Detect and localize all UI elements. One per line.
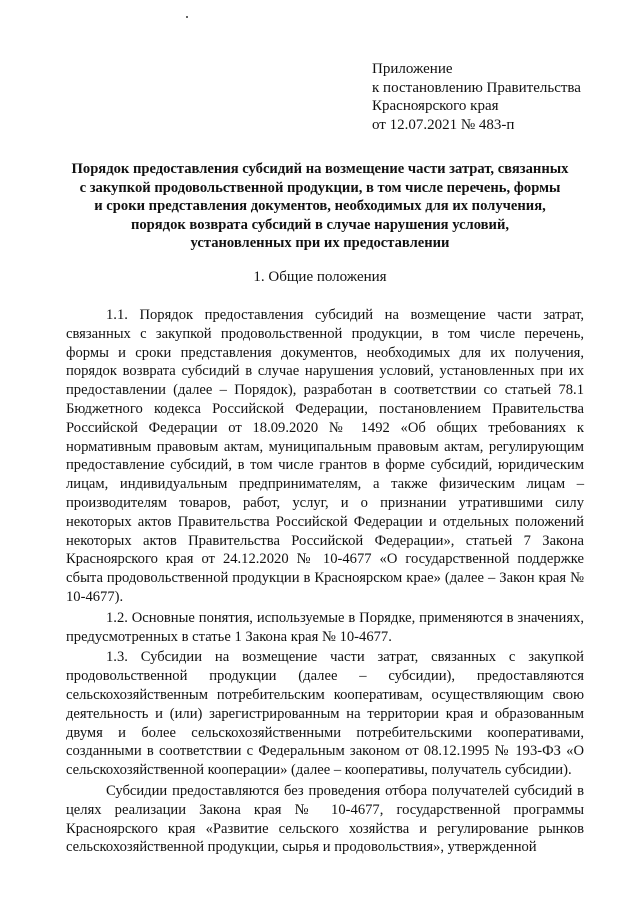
title-line-3: и сроки представления документов, необходимых для их получения, [94, 198, 546, 215]
title-line-4: порядок возврата субсидий в случае нарушения условий, [130, 216, 510, 233]
appendix-line-3: Красноярского края [372, 98, 499, 114]
scan-speck [186, 16, 188, 18]
paragraph-1-3: 1.3. Субсидии на возмещение части затрат, связанных с закупкой продовольственной продукции (далее – субсидии), предоставляются сельскохозяйственным потребительским кооперативам, осуществляющим свою деятельность и (или) зарегистрированным на территории края и образованным двумя и более сельскохозяйственными потребительскими кооперативами, созданными в соответствии с Федеральным законом от 08.12.1995 № 193-ФЗ «О сельскохозяйственной кооперации» (далее – кооперативы, получатель субсидии). [66, 649, 584, 779]
appendix-line-2: к постановлению Правительства [372, 79, 581, 96]
paragraph-1-2: 1.2. Основные понятия, используемые в Порядке, применяются в значениях, предусмотренных в статье 1 Закона края № 10-4677. [66, 609, 584, 645]
section-heading: 1. Общие положения [253, 269, 387, 285]
paragraph-subsidies: Субсидии предоставляются без проведения отбора получателей субсидий в целях реализации Закона края № 10-4677, государственной программы Красноярского края «Развитие сельского хозяйства и регулирование рынков сельскохозяйственной продукции, сырья и продовольствия», утвержденной [66, 782, 584, 856]
document-title [40, 160, 600, 253]
appendix-line-4: от 12.07.2021 № 483-п [372, 116, 515, 133]
title-line-2: с закупкой продовольственной продукции, в том числе перечень, формы [79, 179, 561, 196]
appendix-header [372, 60, 581, 134]
title-line-1: Порядок предоставления субсидий на возмещение части затрат, связанных [71, 161, 569, 177]
body-text [66, 306, 584, 857]
appendix-line-1: Приложение [372, 61, 453, 77]
title-line-5: установленных при их предоставлении [190, 235, 450, 252]
paragraph-1-1: 1.1. Порядок предоставления субсидий на возмещение части затрат, связанных с закупкой продовольственной продукции, в том числе перечень, формы и сроки представления документов, необходимых для их получения, порядок возврата субсидий в случае нарушения условий, установленных при их предоставлении (далее – Порядок), разработан в соответствии со статьей 78.1 Бюджетного кодекса Российской Федерации, постановлением Правительства Российской Федерации от 18.09.2020 № 1492 «Об общих требованиях к нормативным правовым актам, муниципальным правовым актам, регулирующим предоставление субсидий, в том числе грантов в форме субсидий, юридическим лицам, индивидуальным предпринимателям, а также физическим лицам – производителям товаров, работ, услуг, и о признании утратившими силу некоторых актов Правительства Российской Федерации и отдельных положений некоторых актов Правительства Российской Федерации», статьей 7 Закона Красноярского края от 24.12.2020 № 10-4677 «О государственной поддержке сбыта продовольственной продукции в Красноярском крае» (далее – Закон края № 10-4677). [66, 307, 584, 605]
